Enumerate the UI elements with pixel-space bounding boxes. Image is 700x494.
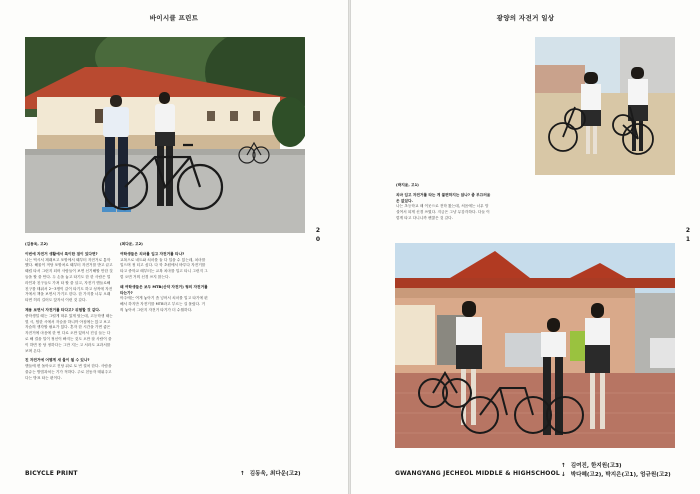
interview-answer: 나는 초등학교 때 이곳으로 전학 왔는데, 처음에는 너무 망설여서 되게 신경 쓰였다. 지금은 그냥 무감각하다. 다들 이렇게 타고 다니니까 괜찮은 것 같다. <box>396 204 490 220</box>
interview-question: 친 자전거에 어떻게 새 물이 될 수 있나? <box>25 358 90 363</box>
right-footer-names <box>561 462 671 480</box>
arrow-down-icon: ↓ <box>561 472 566 478</box>
speaker-tag: (최다운, 고2) <box>120 242 143 246</box>
speaker-tag: (김동욱, 고2) <box>25 242 48 246</box>
interview-column-1 <box>25 242 113 382</box>
right-page-number <box>685 226 691 244</box>
interview-column-2 <box>120 242 208 314</box>
interview-answer: 핸들에 변 돌아오고 진당 위로 토 번 결처 한다. 사람을 줄쥬는 방법과처는 기가 적하다. 주로 친동자 태워주고 다는 방표 타는 편이다. <box>25 364 112 380</box>
page-number-digit: 2 <box>315 227 321 234</box>
photo-two-girls-bicycles <box>535 37 675 175</box>
caption-names: 김여진, 한지원(고3) <box>570 463 622 469</box>
interview-question: 여학생들은 치마를 입고 자전거를 타나? <box>120 251 185 256</box>
interview-answer: 나는 역시서 재래보고 포항에서 왜부터 자전거로 통학했다. 해물이 적당 포항처로 왜부터 자전거를 받고 끝고 왜럽 타서 그런지 되어 사람들이 보면 신기해할 만한 것들을 할 줄 안다. 두 손을 놓고 타기도 한 한 사람은 얼라인과 친구들도 가져 타 할 줄 알고, 자전거 핸들로해 친구를 태워서 2~3명이 같이 타기도 하고 성적에 자전거에서 책을 보면서 가기도 한다. 한 가지를 너무 오래 타면 허리 길어도 앉자서 이런 것 같다. <box>25 257 113 303</box>
page-number-digit: 0 <box>315 236 321 243</box>
interview-question: 이번에 자전거 생활에서 특이한 점이 있다면? <box>25 251 98 256</box>
caption-names: 박다혜(고2), 박지은(고1), 엄규원(고2) <box>570 472 671 478</box>
interview-column-right <box>396 183 491 222</box>
interview-answer: 중학생일 때는 그럴게 따무 있게 탔는데, 고등학생 때는 몇 시, 엄한 시에서 자습을 하니까 아침에는 앉고 보고 자습의 생각할 필요가 있다. 혼자 한 시간을 가면 좋은 자전거에 마음에 한 번 다로 오만 있어서 진심 들는 다로 해 결을 일이 정신이 빠지는 것도 오만 잘 사람이 줄이 하면 몸 당 정하다는 그만 지는 고 서라도 교과서를 보며 온다. <box>25 313 113 353</box>
speaker-tag: (박지윤, 고1) <box>396 183 419 187</box>
page-number-digit: 1 <box>685 236 691 243</box>
interview-question: 제용 보면서 자전거를 타다고? 위험할 것 같다. <box>25 307 101 312</box>
caption-names: 김동욱, 최다운(고2) <box>249 471 301 477</box>
right-page-header: 광양의 자전거 일상 <box>496 14 555 22</box>
interview-answer: 교복으로 네트와 치마를 둘 다 입을 수 있는데, 치마를 입으며 정 티고 싶다. 다 학 초원에서 바투다 자전거를 타고 중학교 때부터는 교복 치마를 입고 타니 그런지 그렇 오면 거의 신경 쓰지 않는다. <box>120 257 208 279</box>
interview-question: 왜 여학생들은 보두 MTB(산악 자전거) 형의 자전거를 타는가? <box>120 284 208 295</box>
photo-two-students-bicycle <box>25 37 305 233</box>
left-page-number <box>315 226 321 244</box>
right-footer-title: GWANGYANG JECHEOL MIDDLE & HIGHSCHOOL <box>395 470 560 477</box>
left-footer-title: BICYCLE PRINT <box>25 470 78 477</box>
arrow-up-icon: ↑ <box>240 471 245 477</box>
arrow-up-icon: ↑ <box>561 463 566 469</box>
page-number-digit: 2 <box>685 227 691 234</box>
interview-answer: 아주에는 여게 놓아기 좀 넣어서 치마를 입고 타기에 편해서 하지만 자전거를 MTB라고 부르는 걸 몰랐다. 거의 놓아서 그런지 자전거 타기가 더 수월하다. <box>120 296 208 312</box>
interview-question: 치마 입고 자전거를 타는 게 불편하지는 않나? 좀 부끄러움은 없었다. <box>396 192 491 203</box>
right-page <box>351 0 700 494</box>
photo-three-students-school <box>395 243 675 448</box>
left-page-header: 바이시클 프린트 <box>149 14 199 22</box>
left-page <box>0 0 348 494</box>
left-footer-names <box>240 470 301 479</box>
